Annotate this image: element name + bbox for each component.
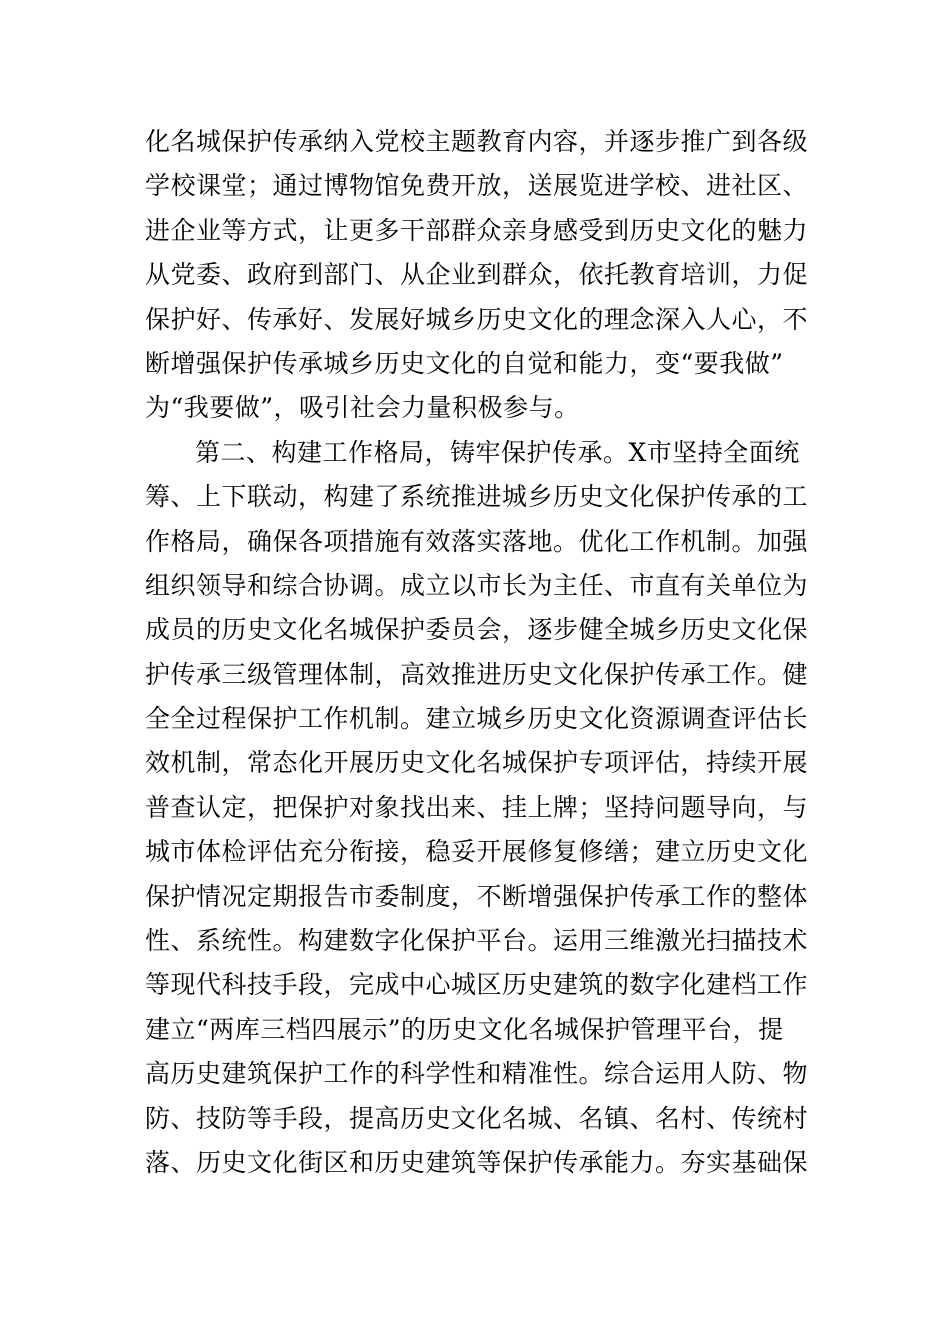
text-line: 等现代科技手段，完成中心城区历史建筑的数字化建档工作: [145, 970, 809, 1000]
paragraph-start-line: 第二、构建工作格局，铸牢保护传承。X市坚持全面统: [195, 437, 800, 467]
text-line: 性、系统性。构建数字化保护平台。运用三维激光扫描技术: [145, 926, 809, 956]
text-line: 学校课堂；通过博物馆免费开放，送展览进学校、进社区、: [145, 171, 809, 201]
text-line: 防、技防等手段，提高历史文化名城、名镇、名村、传统村: [145, 1103, 809, 1133]
text-line: 城市体检评估充分衔接，稳妥开展修复修缮；建立历史文化: [145, 837, 809, 867]
text-line: 成员的历史文化名城保护委员会，逐步健全城乡历史文化保: [145, 615, 809, 645]
text-line: 保护好、传承好、发展好城乡历史文化的理念深入人心，不: [145, 304, 809, 334]
text-line: 组织领导和综合协调。成立以市长为主任、市直有关单位为: [145, 570, 809, 600]
body-text: [145, 120, 825, 1185]
text-line: 从党委、政府到部门、从企业到群众，依托教育培训，力促: [145, 260, 809, 290]
text-line: 普查认定，把保护对象找出来、挂上牌；坚持问题导向，与: [145, 792, 809, 822]
text-line: 高历史建筑保护工作的科学性和精准性。综合运用人防、物: [145, 1059, 809, 1089]
text-line: 落、历史文化街区和历史建筑等保护传承能力。夯实基础保: [145, 1147, 809, 1177]
text-line: 护传承三级管理体制，高效推进历史文化保护传承工作。健: [145, 659, 809, 689]
text-line: 化名城保护传承纳入党校主题教育内容，并逐步推广到各级: [145, 127, 809, 156]
text-line: 全全过程保护工作机制。建立城乡历史文化资源调查评估长: [145, 704, 809, 734]
text-line: 筹、上下联动，构建了系统推进城乡历史文化保护传承的工: [145, 482, 809, 512]
text-line: 进企业等方式，让更多干部群众亲身感受到历史文化的魅力: [145, 215, 809, 245]
text-line: 建立“两库三档四展示”的历史文化名城保护管理平台，提: [145, 1014, 784, 1044]
text-line: 作格局，确保各项措施有效落实落地。优化工作机制。加强: [145, 526, 809, 556]
text-line: 效机制，常态化开展历史文化名城保护专项评估，持续开展: [145, 748, 809, 778]
text-line: 为“我要做”，吸引社会力量积极参与。: [145, 393, 580, 423]
text-line: 断增强保护传承城乡历史文化的自觉和能力，变“要我做”: [145, 348, 784, 378]
text-line: 保护情况定期报告市委制度，不断增强保护传承工作的整体: [145, 881, 809, 911]
